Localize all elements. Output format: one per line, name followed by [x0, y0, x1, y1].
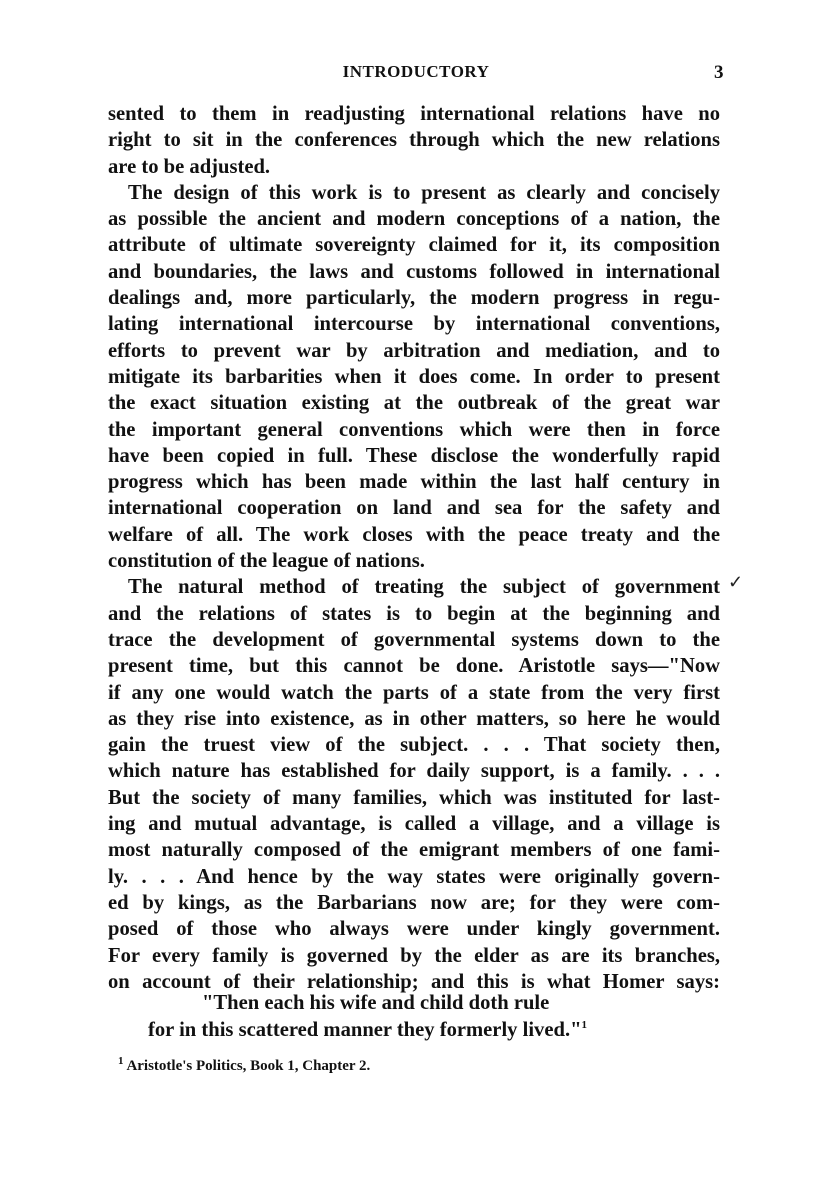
text-line: ing and mutual advantage, is called a village, and a village is	[108, 813, 720, 836]
text-line: most naturally composed of the emigrant members of one fami-	[108, 839, 720, 862]
text-line: the important general conventions which were then in force	[108, 418, 720, 441]
text-line: and the relations of states is to begin at the beginning and	[108, 602, 720, 625]
body-text	[108, 101, 720, 995]
text-line: the exact situation existing at the outbreak of the great war	[108, 392, 720, 415]
text-line: progress which has been made within the last half century in	[108, 471, 720, 494]
text-line: efforts to prevent war by arbitration and mediation, and to	[108, 339, 720, 362]
text-line: gain the truest view of the subject. . . . That society then,	[108, 734, 720, 757]
text-line: posed of those who always were under kingly government.	[108, 918, 720, 941]
text-line: right to sit in the conferences through which the new relations	[108, 129, 720, 152]
text-line: But the society of many families, which was instituted for last-	[108, 786, 720, 809]
text-line: have been copied in full. These disclose the wonderfully rapid	[108, 444, 720, 467]
text-line: dealings and, more particularly, the modern progress in regu-	[108, 287, 720, 310]
text-line: lating international intercourse by international conventions,	[108, 313, 720, 336]
text-line: ed by kings, as the Barbarians now are; for they were com-	[108, 891, 720, 914]
paragraph-start-line: The design of this work is to present as clearly and concisely	[128, 181, 720, 204]
text-line: if any one would watch the parts of a state from the very first	[108, 681, 720, 704]
text-line: and boundaries, the laws and customs followed in international	[108, 260, 720, 283]
quote-line-text: for in this scattered manner they formerly lived."	[148, 1019, 582, 1041]
text-line: international cooperation on land and sea for the safety and	[108, 497, 720, 520]
text-line: attribute of ultimate sovereignty claimed for it, its composition	[108, 234, 720, 257]
quote-line: "Then each his wife and child doth rule	[202, 992, 550, 1014]
text-line: sented to them in readjusting international relations have no	[108, 103, 720, 125]
text-line: constitution of the league of nations.	[108, 550, 425, 573]
text-line: For every family is governed by the elder as are its branches,	[108, 944, 720, 967]
quote-line-with-ref	[148, 1017, 587, 1043]
footnote-marker: 1	[118, 1055, 124, 1067]
text-line: welfare of all. The work closes with the peace treaty and the	[108, 523, 720, 546]
text-line: trace the development of governmental systems down to the	[108, 628, 720, 651]
chapter-title: INTRODUCTORY	[342, 62, 490, 81]
running-head	[108, 58, 724, 86]
footnote	[118, 1055, 371, 1075]
text-line: which nature has established for daily support, is a family. . . .	[108, 760, 720, 783]
footnote-reference: 1	[581, 1019, 588, 1032]
text-line: present time, but this cannot be done. Aristotle says—"Now	[108, 655, 720, 678]
paragraph-start-line: The natural method of treating the subject of government	[128, 576, 720, 599]
text-line: are to be adjusted.	[108, 155, 271, 178]
margin-check-mark: ✓	[728, 572, 744, 592]
footnote-text: Aristotle's Politics, Book 1, Chapter 2.	[126, 1058, 371, 1074]
text-line: mitigate its barbarities when it does come. In order to present	[108, 365, 720, 388]
page-number: 3	[714, 62, 724, 83]
text-line: as possible the ancient and modern conceptions of a nation, the	[108, 208, 720, 231]
text-line: ly. . . . And hence by the way states were originally govern-	[108, 865, 720, 888]
text-line: as they rise into existence, as in other matters, so here he would	[108, 707, 720, 730]
text-line: on account of their relationship; and this is what Homer says:	[108, 970, 720, 993]
